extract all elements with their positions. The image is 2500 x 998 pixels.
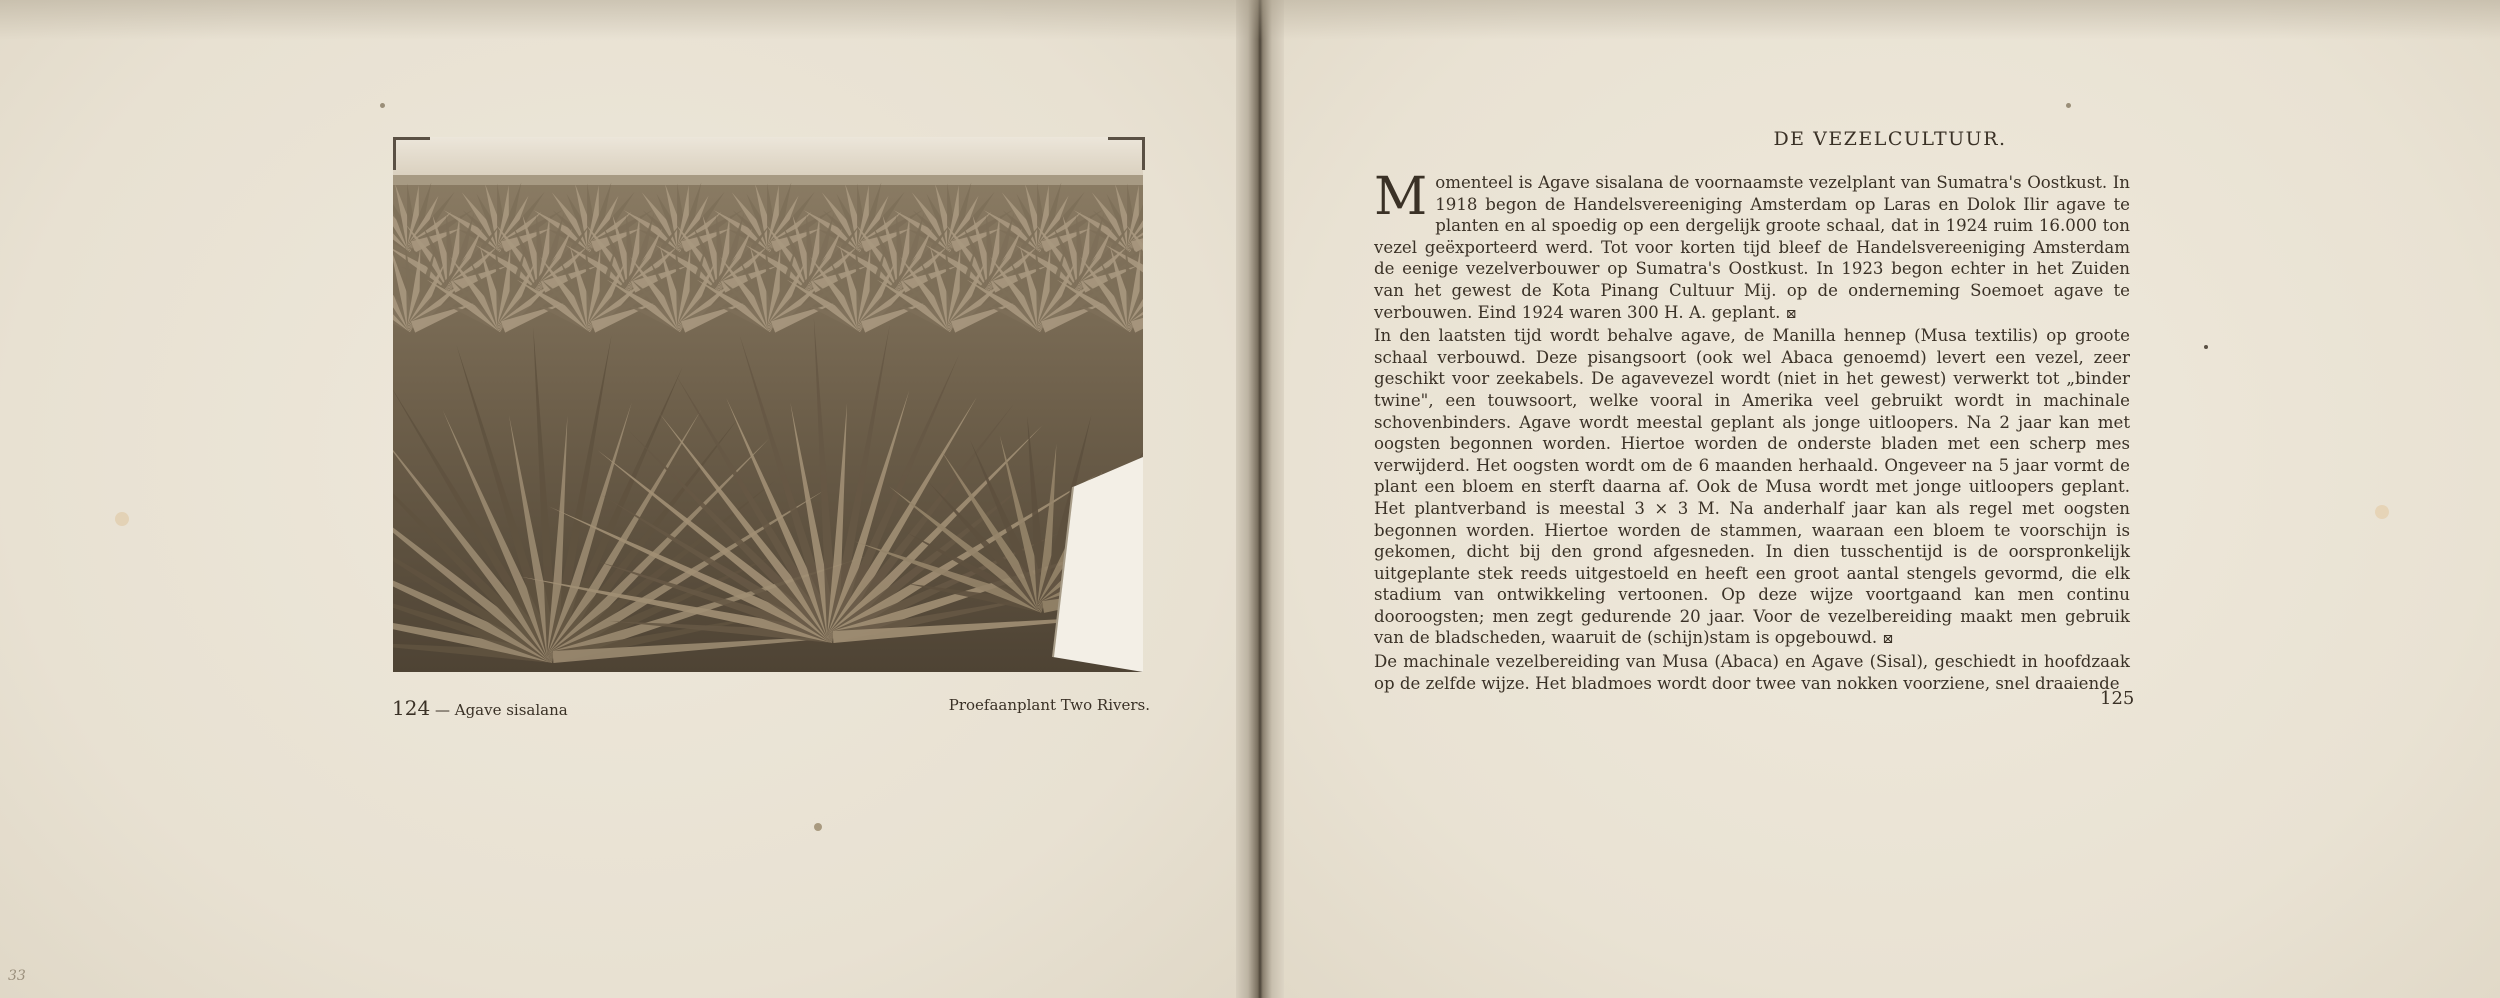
book-gutter [1236,0,1284,998]
caption-location: Proefaanplant Two Rivers. [948,696,1150,714]
photo-caption [392,696,568,720]
paragraph-1 [1374,167,2130,325]
paper-speck [380,103,385,108]
page-number: 125 [2100,688,2135,709]
section-end-mark: ⊠ [1882,632,1894,648]
paper-speck [2375,505,2389,519]
paragraph-1-text: omenteel is Agave sisalana de voornaamste vezelplant van Sumatra's Oostkust. In 1918 begon de Handelsvereeniging Amsterdam op Laras en Dolok Ilir agave te planten en al spoedig op een dergelijk groote schaal, dat in 1924 ruim 16.000 ton vezel geëxporteerd werd. Tot voor korten tijd bleef de Handelsvereeniging Amsterdam de eenige vezelverbouwer op Sumatra's Oostkust. In 1923 begon echter in het Zuiden van het gewest de Kota Pinang Cultuur Mij. op de onderneming Soemoet agave te verbouwen. Eind 1924 waren 300 H. A. geplant. [1374,173,2130,322]
paragraph-3-text: De machinale vezelbereiding van Musa (Abaca) en Agave (Sisal), geschiedt in hoofdzaak op de zelfde wijze. Het bladmoes wordt door twee van nokken voorziene, snel draaiende [1374,652,2130,693]
photo-corner-mount-left [393,137,430,170]
caption-title: — Agave sisalana [434,701,568,719]
agave-photograph [393,137,1143,672]
margin-note: 33 [8,968,26,984]
section-end-mark: ⊠ [1785,306,1797,322]
article-body [1374,167,2130,694]
paper-speck [115,512,129,526]
drop-cap: M [1374,167,1428,227]
left-page [0,0,1236,998]
caption-number: 124 [392,696,431,720]
paragraph-3 [1374,651,2130,694]
paragraph-2 [1374,325,2130,651]
chapter-heading: DE VEZELCULTUUR. [1773,128,2007,150]
paragraph-2-text: In den laatsten tijd wordt behalve agave, de Manilla hennep (Musa textilis) op groote schaal verbouwd. Deze pisangsoort (ook wel Abaca genoemd) levert een vezel, zeer geschikt voor zeekabels. De agavevezel wordt (niet in het gewest) verwerkt tot „binder twine", een touwsoort, welke vooral in Amerika veel gebruikt wordt in machinale schovenbinders. Agave wordt meestal geplant als jonge uitloopers. Na 2 jaar kan met oogsten begonnen worden. Hiertoe worden de onderste bladen met een scherp mes verwijderd. Het oogsten wordt om de 6 maanden herhaald. Ongeveer na 5 jaar vormt de plant een bloem en sterft daarna af. Ook de Musa wordt met jonge uitloopers geplant. Het plantverband is meestal 3 × 3 M. Na anderhalf jaar kan als regel met oogsten begonnen worden. Hiertoe worden de stammen, waaraan een bloem te voorschijn is gekomen, dicht bij den grond afgesneden. In dien tusschentijd is de oorspronkelijk uitgeplante stek reeds uitgestoeld en heeft een groot aantal stengels gevormd, die elk stadium van ontwikkeling vertoonen. Op deze wijze voortgaand kan men continu dooroogsten; men zegt gedurende 20 jaar. Voor de vezelbereiding maakt men gebruik van de bladscheden, waaruit de (schijn)stam is opgebouwd. [1374,326,2130,648]
agave-field-image [393,137,1143,672]
paper-speck [2204,345,2208,349]
photo-corner-mount-right [1108,137,1145,170]
paper-speck [814,823,822,831]
paper-speck [2066,103,2071,108]
